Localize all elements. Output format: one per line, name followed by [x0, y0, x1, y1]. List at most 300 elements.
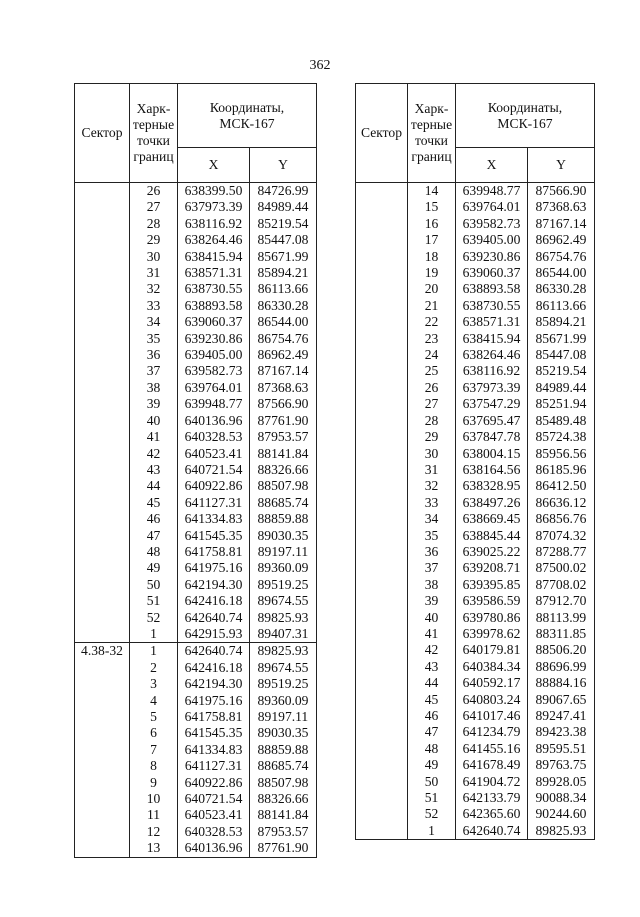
sector-cell	[75, 363, 130, 379]
table-row	[75, 298, 317, 314]
sector-cell	[75, 265, 130, 281]
point-cell: 30	[130, 249, 178, 265]
table-body-left	[75, 183, 317, 858]
y-cell: 87074.32	[528, 528, 595, 544]
y-cell: 85894.21	[528, 314, 595, 330]
y-cell: 90088.34	[528, 790, 595, 806]
x-cell: 640523.41	[178, 807, 250, 823]
point-cell: 21	[408, 298, 456, 314]
header-sector: Сектор	[356, 84, 408, 183]
table-row	[75, 660, 317, 676]
sector-cell	[75, 610, 130, 626]
y-cell: 89197.11	[250, 709, 317, 725]
sector-cell	[356, 577, 408, 593]
y-cell: 89519.25	[250, 577, 317, 593]
point-cell: 1	[408, 823, 456, 840]
table-row	[356, 642, 595, 658]
y-cell: 87708.02	[528, 577, 595, 593]
x-cell: 641545.35	[178, 528, 250, 544]
table-row	[356, 708, 595, 724]
table-row	[356, 249, 595, 265]
x-cell: 639582.73	[178, 363, 250, 379]
table-row	[75, 626, 317, 643]
point-cell: 17	[408, 232, 456, 248]
x-cell: 639230.86	[456, 249, 528, 265]
y-cell: 89825.93	[528, 823, 595, 840]
x-cell: 639405.00	[178, 347, 250, 363]
y-cell: 88506.20	[528, 642, 595, 658]
point-cell: 2	[130, 660, 178, 676]
y-cell: 88507.98	[250, 775, 317, 791]
point-cell: 16	[408, 216, 456, 232]
table-row	[75, 478, 317, 494]
sector-cell	[75, 380, 130, 396]
sector-cell	[356, 610, 408, 626]
point-cell: 45	[130, 495, 178, 511]
sector-cell	[75, 413, 130, 429]
point-cell: 39	[408, 593, 456, 609]
point-cell: 41	[130, 429, 178, 445]
y-cell: 87288.77	[528, 544, 595, 560]
y-cell: 88141.84	[250, 446, 317, 462]
sector-cell	[356, 724, 408, 740]
x-cell: 640922.86	[178, 478, 250, 494]
point-cell: 52	[130, 610, 178, 626]
sector-cell	[75, 791, 130, 807]
y-cell: 89519.25	[250, 676, 317, 692]
table-row	[75, 528, 317, 544]
x-cell: 638730.55	[178, 281, 250, 297]
header-x: X	[456, 148, 528, 183]
y-cell: 87761.90	[250, 840, 317, 857]
sector-cell	[356, 199, 408, 215]
x-cell: 638571.31	[178, 265, 250, 281]
y-cell: 89197.11	[250, 544, 317, 560]
x-cell: 638669.45	[456, 511, 528, 527]
table-row	[356, 626, 595, 642]
sector-cell	[75, 660, 130, 676]
y-cell: 89360.09	[250, 560, 317, 576]
coordinates-table-left	[74, 83, 317, 858]
sector-cell	[356, 741, 408, 757]
table-row	[356, 429, 595, 445]
y-cell: 89030.35	[250, 528, 317, 544]
sector-cell	[356, 692, 408, 708]
header-coordinates: Координаты, МСК-167	[456, 84, 595, 148]
y-cell: 89825.93	[250, 643, 317, 660]
sector-cell	[75, 331, 130, 347]
y-cell: 88859.88	[250, 511, 317, 527]
sector-cell	[356, 183, 408, 200]
point-cell: 4	[130, 693, 178, 709]
sector-cell	[356, 281, 408, 297]
y-cell: 89595.51	[528, 741, 595, 757]
y-cell: 85489.48	[528, 413, 595, 429]
x-cell: 642640.74	[178, 643, 250, 660]
sector-cell: 4.38-32	[75, 643, 130, 660]
table-row	[75, 824, 317, 840]
table-row	[75, 183, 317, 200]
sector-cell	[356, 331, 408, 347]
point-cell: 40	[130, 413, 178, 429]
table-row	[356, 446, 595, 462]
sector-cell	[356, 462, 408, 478]
table-row	[75, 610, 317, 626]
x-cell: 641334.83	[178, 742, 250, 758]
x-cell: 639948.77	[178, 396, 250, 412]
y-cell: 88685.74	[250, 495, 317, 511]
y-cell: 86754.76	[528, 249, 595, 265]
x-cell: 638893.58	[456, 281, 528, 297]
y-cell: 87566.90	[250, 396, 317, 412]
point-cell: 28	[130, 216, 178, 232]
y-cell: 85956.56	[528, 446, 595, 462]
table-row	[356, 281, 595, 297]
x-cell: 638571.31	[456, 314, 528, 330]
point-cell: 6	[130, 725, 178, 741]
point-cell: 46	[130, 511, 178, 527]
table-row	[356, 347, 595, 363]
x-cell: 638264.46	[178, 232, 250, 248]
y-cell: 86544.00	[250, 314, 317, 330]
y-cell: 84726.99	[250, 183, 317, 200]
sector-cell	[356, 429, 408, 445]
table-row	[75, 199, 317, 215]
point-cell: 43	[130, 462, 178, 478]
sector-cell	[75, 429, 130, 445]
sector-cell	[356, 363, 408, 379]
x-cell: 639780.86	[456, 610, 528, 626]
point-cell: 50	[408, 774, 456, 790]
y-cell: 87368.63	[250, 380, 317, 396]
point-cell: 48	[408, 741, 456, 757]
y-cell: 86330.28	[528, 281, 595, 297]
table-row	[356, 823, 595, 840]
header-sector: Сектор	[75, 84, 130, 183]
point-cell: 37	[408, 560, 456, 576]
x-cell: 640136.96	[178, 413, 250, 429]
sector-cell	[356, 544, 408, 560]
y-cell: 87368.63	[528, 199, 595, 215]
y-cell: 87500.02	[528, 560, 595, 576]
x-cell: 640384.34	[456, 659, 528, 675]
x-cell: 642194.30	[178, 577, 250, 593]
y-cell: 86754.76	[250, 331, 317, 347]
sector-cell	[75, 560, 130, 576]
point-cell: 7	[130, 742, 178, 758]
sector-cell	[75, 709, 130, 725]
x-cell: 639764.01	[178, 380, 250, 396]
point-cell: 39	[130, 396, 178, 412]
point-cell: 1	[130, 626, 178, 643]
y-cell: 88507.98	[250, 478, 317, 494]
table-row	[75, 314, 317, 330]
x-cell: 642416.18	[178, 593, 250, 609]
x-cell: 638164.56	[456, 462, 528, 478]
point-cell: 29	[130, 232, 178, 248]
point-cell: 42	[408, 642, 456, 658]
point-cell: 49	[130, 560, 178, 576]
table-row	[356, 577, 595, 593]
x-cell: 638893.58	[178, 298, 250, 314]
x-cell: 641017.46	[456, 708, 528, 724]
point-cell: 18	[408, 249, 456, 265]
header-points: Харк- терные точки границ	[130, 84, 178, 183]
x-cell: 638399.50	[178, 183, 250, 200]
x-cell: 642416.18	[178, 660, 250, 676]
point-cell: 46	[408, 708, 456, 724]
y-cell: 89247.41	[528, 708, 595, 724]
y-cell: 87167.14	[250, 363, 317, 379]
y-cell: 85447.08	[528, 347, 595, 363]
table-row	[75, 281, 317, 297]
header-points: Харк- терные точки границ	[408, 84, 456, 183]
point-cell: 32	[408, 478, 456, 494]
table-row	[356, 724, 595, 740]
table-row	[75, 462, 317, 478]
table-row	[356, 183, 595, 200]
header-x: X	[178, 148, 250, 183]
x-cell: 639405.00	[456, 232, 528, 248]
x-cell: 638415.94	[178, 249, 250, 265]
point-cell: 22	[408, 314, 456, 330]
x-cell: 642365.60	[456, 806, 528, 822]
point-cell: 31	[130, 265, 178, 281]
sector-cell	[356, 249, 408, 265]
sector-cell	[75, 544, 130, 560]
sector-cell	[356, 495, 408, 511]
sector-cell	[75, 347, 130, 363]
sector-cell	[356, 314, 408, 330]
table-row	[356, 659, 595, 675]
point-cell: 31	[408, 462, 456, 478]
table-row	[75, 560, 317, 576]
sector-cell	[75, 281, 130, 297]
table-row	[75, 363, 317, 379]
table-row	[356, 495, 595, 511]
x-cell: 641234.79	[456, 724, 528, 740]
point-cell: 19	[408, 265, 456, 281]
point-cell: 33	[130, 298, 178, 314]
sector-cell	[356, 446, 408, 462]
sector-cell	[75, 298, 130, 314]
table-row	[75, 265, 317, 281]
point-cell: 44	[408, 675, 456, 691]
sector-cell	[75, 676, 130, 692]
table-row	[356, 692, 595, 708]
table-row	[356, 265, 595, 281]
table-row	[356, 593, 595, 609]
sector-cell	[75, 824, 130, 840]
table-row	[356, 774, 595, 790]
x-cell: 639060.37	[456, 265, 528, 281]
point-cell: 51	[408, 790, 456, 806]
x-cell: 637547.29	[456, 396, 528, 412]
y-cell: 84989.44	[528, 380, 595, 396]
x-cell: 639230.86	[178, 331, 250, 347]
point-cell: 25	[408, 363, 456, 379]
point-cell: 14	[408, 183, 456, 200]
sector-cell	[356, 478, 408, 494]
table-row	[356, 314, 595, 330]
sector-cell	[75, 216, 130, 232]
table-row	[75, 232, 317, 248]
y-cell: 89928.05	[528, 774, 595, 790]
y-cell: 88859.88	[250, 742, 317, 758]
point-cell: 43	[408, 659, 456, 675]
point-cell: 47	[408, 724, 456, 740]
y-cell: 86962.49	[250, 347, 317, 363]
point-cell: 23	[408, 331, 456, 347]
sector-cell	[356, 642, 408, 658]
header-coordinates: Координаты, МСК-167	[178, 84, 317, 148]
point-cell: 36	[408, 544, 456, 560]
point-cell: 26	[408, 380, 456, 396]
table-row	[75, 709, 317, 725]
table-row	[75, 791, 317, 807]
sector-cell	[75, 807, 130, 823]
point-cell: 38	[130, 380, 178, 396]
x-cell: 639764.01	[456, 199, 528, 215]
x-cell: 640328.53	[178, 429, 250, 445]
sector-cell	[75, 232, 130, 248]
y-cell: 87566.90	[528, 183, 595, 200]
x-cell: 638116.92	[178, 216, 250, 232]
point-cell: 24	[408, 347, 456, 363]
table-row	[75, 742, 317, 758]
sector-cell	[356, 790, 408, 806]
table-row	[356, 331, 595, 347]
sector-cell	[75, 626, 130, 643]
table-row	[75, 758, 317, 774]
table-row	[75, 840, 317, 857]
y-cell: 85671.99	[250, 249, 317, 265]
x-cell: 642133.79	[456, 790, 528, 806]
y-cell: 89674.55	[250, 660, 317, 676]
x-cell: 641975.16	[178, 560, 250, 576]
point-cell: 33	[408, 495, 456, 511]
table-row	[75, 775, 317, 791]
x-cell: 639582.73	[456, 216, 528, 232]
x-cell: 639208.71	[456, 560, 528, 576]
y-cell: 90244.60	[528, 806, 595, 822]
point-cell: 5	[130, 709, 178, 725]
sector-cell	[75, 775, 130, 791]
y-cell: 86636.12	[528, 495, 595, 511]
x-cell: 637973.39	[456, 380, 528, 396]
point-cell: 40	[408, 610, 456, 626]
x-cell: 638415.94	[456, 331, 528, 347]
table-row	[75, 643, 317, 660]
sector-cell	[356, 413, 408, 429]
x-cell: 639586.59	[456, 593, 528, 609]
y-cell: 86962.49	[528, 232, 595, 248]
point-cell: 27	[408, 396, 456, 412]
x-cell: 638497.26	[456, 495, 528, 511]
x-cell: 641334.83	[178, 511, 250, 527]
point-cell: 36	[130, 347, 178, 363]
x-cell: 642640.74	[178, 610, 250, 626]
x-cell: 641455.16	[456, 741, 528, 757]
point-cell: 27	[130, 199, 178, 215]
table-row	[75, 249, 317, 265]
table-row	[75, 446, 317, 462]
sector-cell	[75, 742, 130, 758]
sector-cell	[356, 380, 408, 396]
point-cell: 41	[408, 626, 456, 642]
x-cell: 640721.54	[178, 791, 250, 807]
table-row	[356, 790, 595, 806]
point-cell: 48	[130, 544, 178, 560]
y-cell: 86412.50	[528, 478, 595, 494]
x-cell: 640721.54	[178, 462, 250, 478]
table-row	[356, 380, 595, 396]
table-row	[356, 232, 595, 248]
point-cell: 1	[130, 643, 178, 660]
x-cell: 641127.31	[178, 758, 250, 774]
x-cell: 639060.37	[178, 314, 250, 330]
sector-cell	[356, 659, 408, 675]
x-cell: 641678.49	[456, 757, 528, 773]
point-cell: 8	[130, 758, 178, 774]
y-cell: 86544.00	[528, 265, 595, 281]
y-cell: 89423.38	[528, 724, 595, 740]
table-row	[356, 199, 595, 215]
y-cell: 88685.74	[250, 758, 317, 774]
x-cell: 640592.17	[456, 675, 528, 691]
sector-cell	[75, 249, 130, 265]
table-row	[356, 396, 595, 412]
y-cell: 86113.66	[528, 298, 595, 314]
sector-cell	[75, 693, 130, 709]
x-cell: 637695.47	[456, 413, 528, 429]
sector-cell	[75, 199, 130, 215]
x-cell: 640179.81	[456, 642, 528, 658]
point-cell: 29	[408, 429, 456, 445]
sector-cell	[356, 396, 408, 412]
sector-cell	[75, 462, 130, 478]
table-row	[356, 544, 595, 560]
table-row	[75, 577, 317, 593]
y-cell: 89825.93	[250, 610, 317, 626]
sector-cell	[75, 183, 130, 200]
x-cell: 637973.39	[178, 199, 250, 215]
point-cell: 9	[130, 775, 178, 791]
point-cell: 10	[130, 791, 178, 807]
table-row	[356, 741, 595, 757]
y-cell: 85894.21	[250, 265, 317, 281]
y-cell: 86113.66	[250, 281, 317, 297]
x-cell: 640803.24	[456, 692, 528, 708]
point-cell: 38	[408, 577, 456, 593]
point-cell: 42	[130, 446, 178, 462]
x-cell: 641904.72	[456, 774, 528, 790]
x-cell: 638730.55	[456, 298, 528, 314]
sector-cell	[356, 823, 408, 840]
point-cell: 37	[130, 363, 178, 379]
x-cell: 638004.15	[456, 446, 528, 462]
sector-cell	[75, 396, 130, 412]
sector-cell	[356, 298, 408, 314]
sector-cell	[356, 232, 408, 248]
sector-cell	[75, 511, 130, 527]
sector-cell	[75, 725, 130, 741]
point-cell: 47	[130, 528, 178, 544]
header-y: Y	[528, 148, 595, 183]
point-cell: 26	[130, 183, 178, 200]
y-cell: 89360.09	[250, 693, 317, 709]
sector-cell	[356, 560, 408, 576]
